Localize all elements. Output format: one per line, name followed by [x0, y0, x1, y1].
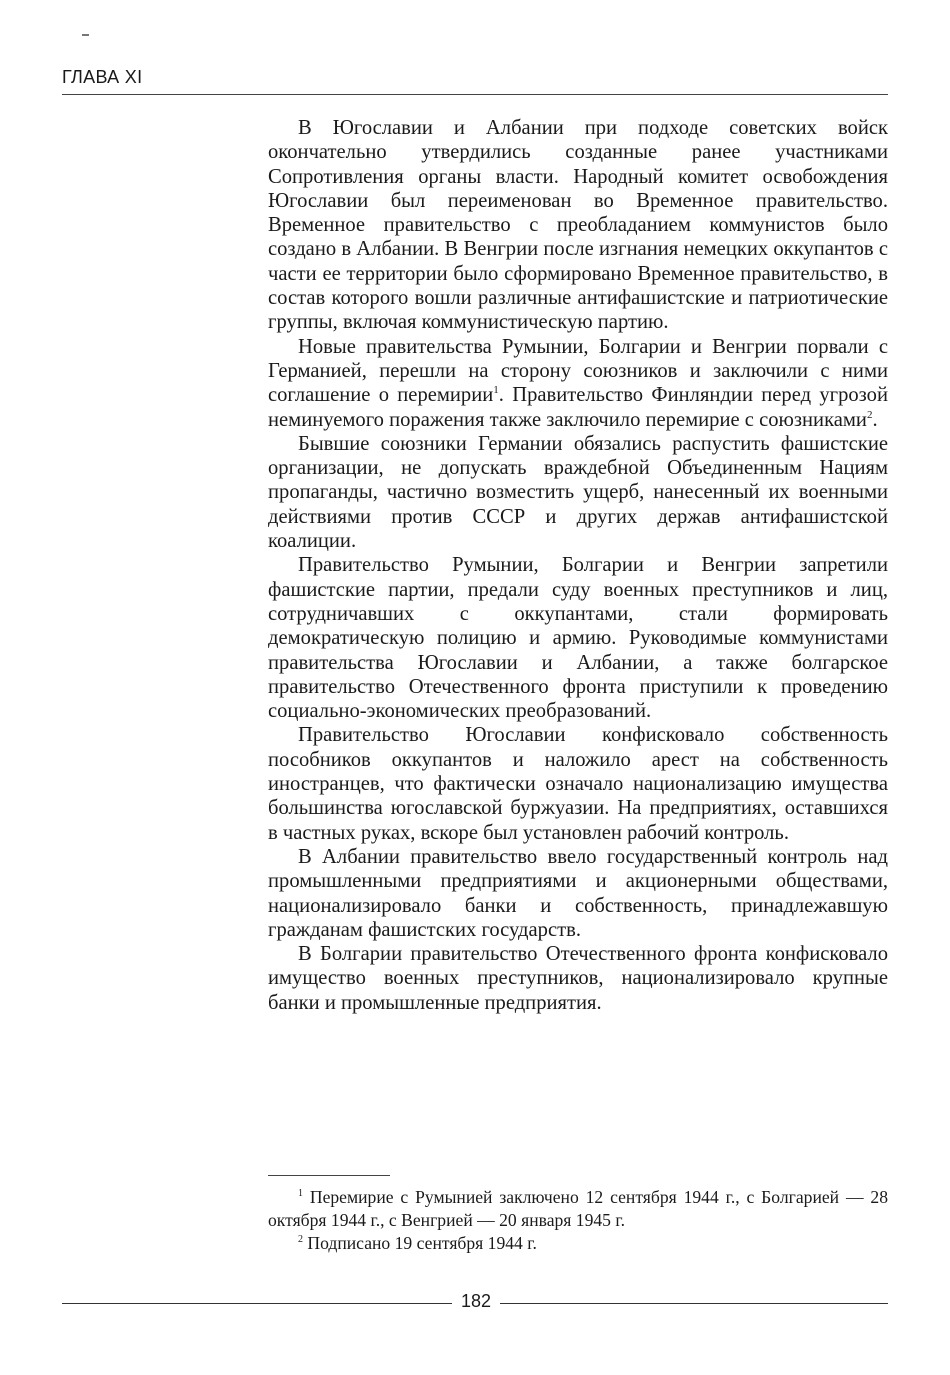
- paragraph-obligations: Бывшие союзники Германии обязались распустить фашистские организации, не допускать враждебной Объединенным Нациям пропаганды, частично возместить ущерб, нанесенный их военными действиями против СССР и других держав антифашистской коалиции.: [268, 432, 888, 553]
- scan-mark: [82, 34, 89, 36]
- paragraph-text: . Правительство Финляндии перед угрозой неминуемого поражения также заключило перемирие с союзниками: [268, 384, 888, 431]
- page-number: 182: [460, 1291, 492, 1311]
- footnote-text: Подписано 19 сентября 1944 г.: [307, 1233, 537, 1253]
- footnote-2: [268, 1232, 888, 1255]
- footnote-1: [268, 1186, 888, 1232]
- chapter-title: ГЛАВА XI: [62, 67, 143, 87]
- footnote-number: 1: [298, 1188, 303, 1200]
- footnote-text: Перемирие с Румынией заключено 12 сентября 1944 г., с Болгарией — 28 октября 1944 г., с Венгрией — 20 января 1945 г.: [268, 1187, 888, 1230]
- paragraph-text: Новые правительства Румынии, Болгарии и Венгрии порвали с Германией, перешли на сторону союзников и заключили с ними соглашение о перемирии: [268, 335, 888, 407]
- footnotes: [268, 1186, 888, 1255]
- footnote-divider: [268, 1175, 390, 1176]
- paragraph-bulgaria: В Болгарии правительство Отечественного фронта конфисковало имущество военных преступников, национализировало крупные банки и промышленные предприятия.: [268, 943, 888, 1014]
- paragraph-new-governments: [268, 335, 888, 432]
- footnote-ref-2: 2: [866, 408, 873, 421]
- paragraph-bans: Правительство Румынии, Болгарии и Венгрии запретили фашистские партии, предали суду военных преступников и лиц, сотрудничавших с оккупантами, стали формировать демократическую полицию и армию. Руководимые коммунистами правительства Югославии и Албании, а также болгарское правительство Отечественного фронта приступили к проведению социально-экономических преобразований.: [268, 554, 888, 723]
- footer-rule-right: [500, 1303, 888, 1304]
- footer-rule-left: [62, 1303, 452, 1304]
- footnote-number: 2: [298, 1234, 303, 1246]
- paragraph-albania-control: В Албании правительство ввело государственный контроль над промышленными предприятиями и акционерными обществами, национализировало банки и собственность, принадлежавшую гражданам фашистских государств.: [268, 845, 888, 941]
- paragraph-text: .: [872, 408, 878, 431]
- main-text: [268, 116, 888, 1015]
- paragraph-yugoslavia-albania: В Югославии и Албании при подходе советских войск окончательно утвердились созданные ранее участниками Сопротивления органы власти. Народный комитет освобождения Югославии был переименован во Временное правительство. Временное правительство с преобладанием коммунистов было создано в Албании. В Венгрии после изгнания немецких оккупантов с части ее территории было сформировано Временное правительство, в состав которого вошли различные антифашистские и патриотические группы, включая коммунистическую партию.: [268, 117, 888, 334]
- running-header: [62, 64, 888, 95]
- paragraph-yugoslavia-confiscation: Правительство Югославии конфисковало собственность пособников оккупантов и наложило арест на собственность иностранцев, что фактически означало национализацию имущества большинства югославской буржуазии. На предприятиях, оставшихся в частных руках, вскоре был установлен рабочий контроль.: [268, 724, 888, 844]
- footnote-ref-1: 1: [493, 384, 499, 397]
